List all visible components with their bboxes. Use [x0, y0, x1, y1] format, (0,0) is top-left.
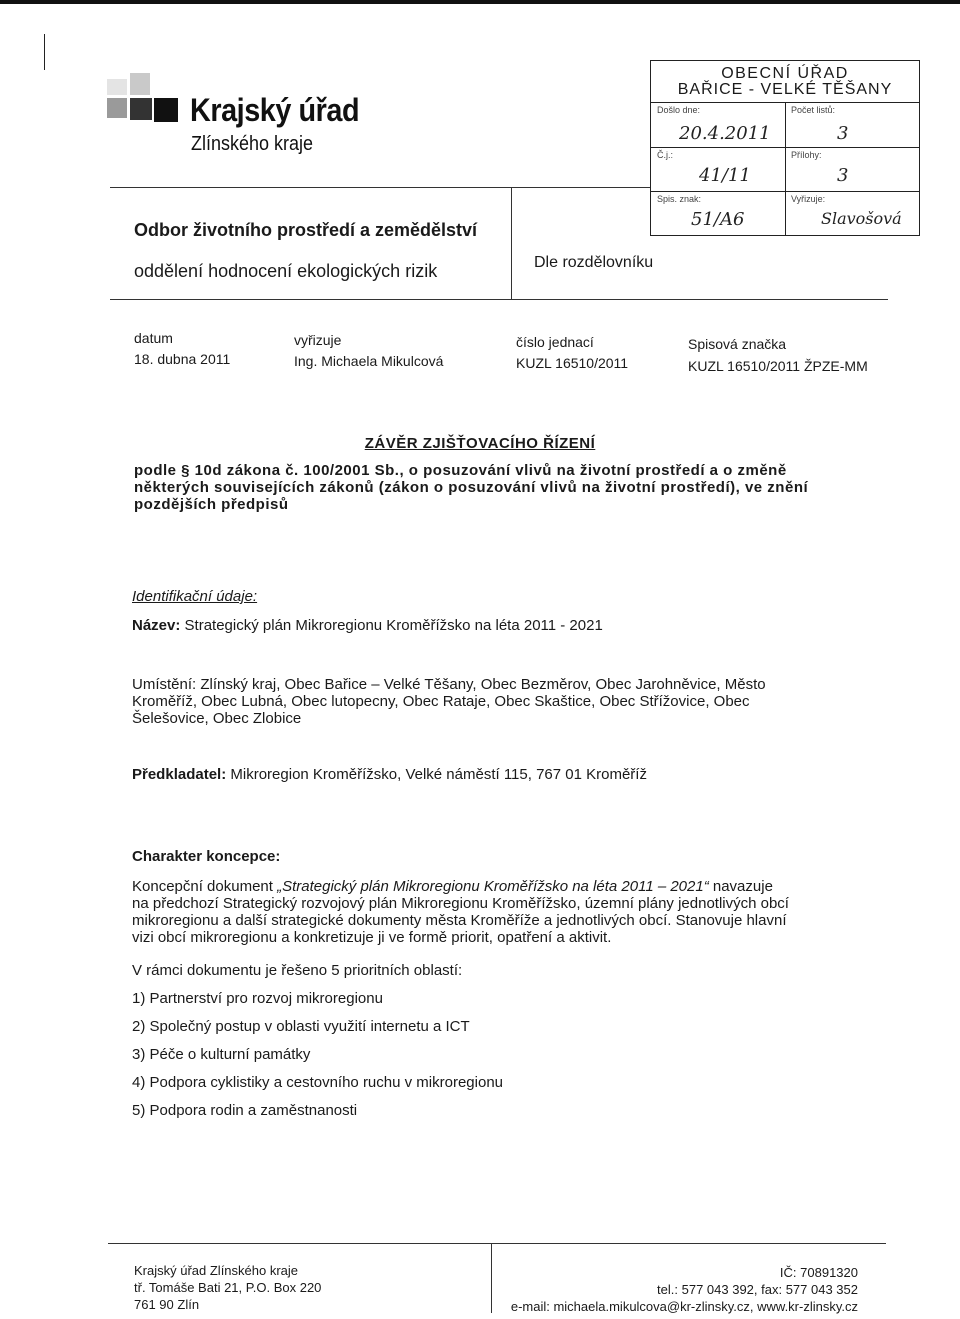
subtitle-line-3: pozdějších předpisů [134, 496, 289, 513]
stamp-office: OBECNÍ ÚŘAD [721, 65, 849, 82]
name-value: Strategický plán Mikroregionu Kroměřížsko na léta 2011 - 2021 [184, 617, 603, 634]
stamp-handler-label: Vyřizuje: [791, 194, 826, 204]
stamp-received-label: Došlo dne: [657, 105, 701, 115]
header-divider [511, 187, 512, 299]
footer-email: e-mail: michaela.mikulcova@kr-zlinsky.cz, www.kr-zlinsky.cz [510, 1299, 858, 1314]
addressee: Dle rozdělovníku [534, 254, 654, 271]
stamp-file-mark-label: Spis. znak: [657, 194, 702, 204]
footer-city: 761 90 Zlín [134, 1297, 200, 1312]
submitter-label: Předkladatel: [132, 766, 227, 783]
concept-line-1a: Koncepční dokument [132, 878, 278, 895]
priorities-intro: V rámci dokumentu je řešeno 5 prioritních oblastí: [132, 962, 463, 979]
concept-line-4: vizi obcí mikroregionu a konkretizuje ji ve formě priorit, opatření a aktivit. [132, 929, 612, 946]
priority-list [132, 990, 503, 1130]
footer-rule [108, 1243, 886, 1244]
footer-tel: tel.: 577 043 392, fax: 577 043 352 [657, 1282, 858, 1297]
location-label: Umístění: [132, 676, 197, 693]
priority-item: 2) Společný postup v oblasti využití internetu a ICT [132, 1018, 470, 1035]
concept-document-name: „Strategický plán Mikroregionu Kroměřížsko na léta 2011 – 2021“ [277, 878, 709, 895]
priority-item: 5) Podpora rodin a zaměstnanosti [132, 1102, 358, 1119]
stamp-handler-value: Slavošová [821, 209, 902, 228]
scan-margin-mark [44, 34, 45, 70]
brand-name: Krajský úřad [190, 92, 360, 128]
name-label: Název: [132, 617, 181, 634]
document-title: ZÁVĚR ZJIŠŤOVACÍHO ŘÍZENÍ [364, 435, 596, 452]
location-line-1: Zlínský kraj, Obec Bařice – Velké Těšany, Obec Bezměrov, Obec Jarohněvice, Město [200, 676, 766, 693]
subtitle-line-1: podle § 10d zákona č. 100/2001 Sb., o posuzování vlivů na životní prostředí a o změně [134, 462, 787, 479]
stamp-cj-label: Č.j.: [657, 150, 674, 160]
department-name: Odbor životního prostředí a zemědělství [134, 220, 478, 240]
brand-subtitle: Zlínského kraje [191, 133, 314, 155]
file-mark-label: Spisová značka [688, 336, 787, 352]
concept-line-2: na předchozí Strategický rozvojový plán Mikroregionu Kroměřížsko, územní plány jednotlivých obcí [132, 895, 789, 912]
submitter-field [132, 766, 647, 783]
header-rule-bottom [110, 299, 888, 300]
header-rule-top [110, 187, 650, 188]
registry-stamp [650, 60, 920, 236]
footer-org: Krajský úřad Zlínského kraje [134, 1263, 299, 1278]
stamp-attachments-value: 3 [837, 165, 849, 186]
stamp-attachments-label: Přílohy: [791, 150, 822, 160]
document-subtitle [134, 462, 874, 513]
stamp-file-mark-value: 51/A6 [691, 209, 745, 230]
date-label: datum [134, 330, 173, 346]
identification-heading: Identifikační údaje: [132, 588, 258, 605]
priority-item: 3) Péče o kulturní památky [132, 1046, 311, 1063]
reference-label: číslo jednací [516, 334, 594, 350]
location-line-3: Šelešovice, Obec Zlobice [132, 710, 302, 727]
stamp-received-value: 20.4.2011 [679, 123, 771, 144]
handler-value: Ing. Michaela Mikulcová [294, 353, 444, 369]
concept-line-3: mikroregionu a další strategické dokumenty města Kroměříže a jednotlivých obcí. Stanovuje hlavní [132, 912, 787, 929]
file-mark-value: KUZL 16510/2011 ŽPZE-MM [688, 358, 868, 374]
concept-paragraph [132, 878, 872, 946]
stamp-sheets-label: Počet listů: [791, 105, 836, 115]
priority-item: 4) Podpora cyklistiky a cestovního ruchu v mikroregionu [132, 1074, 504, 1091]
character-heading: Charakter koncepce: [132, 848, 281, 865]
scan-top-border [0, 0, 960, 4]
footer-address [134, 1262, 321, 1313]
submitter-value: Mikroregion Kroměřížsko, Velké náměstí 115, 767 01 Kroměříž [230, 766, 647, 783]
subdepartment-name: oddělení hodnocení ekologických rizik [134, 261, 438, 281]
handler-label: vyřizuje [294, 332, 342, 348]
stamp-sheets-value: 3 [837, 123, 849, 144]
footer-contact [500, 1264, 858, 1315]
footer-divider [491, 1243, 492, 1313]
concept-line-1c: navazuje [708, 878, 773, 895]
footer-street: tř. Tomáše Bati 21, P.O. Box 220 [134, 1280, 322, 1295]
priority-item: 1) Partnerství pro rozvoj mikroregionu [132, 990, 383, 1007]
stamp-municipality: BAŘICE - VELKÉ TĚŠANY [677, 81, 893, 98]
footer-ico: IČ: 70891320 [779, 1265, 858, 1280]
subtitle-line-2: některých souvisejících zákonů (zákon o posuzování vlivů na životní prostředí), ve znění [134, 479, 809, 496]
date-value: 18. dubna 2011 [134, 351, 231, 367]
stamp-cj-value: 41/11 [699, 165, 751, 186]
reference-value: KUZL 16510/2011 [516, 355, 629, 371]
location-field [132, 676, 872, 727]
name-field [132, 617, 603, 634]
location-line-2: Kroměříž, Obec Lubná, Obec lutopecny, Obec Rataje, Obec Skaštice, Obec Střížovice, Obec [132, 693, 750, 710]
